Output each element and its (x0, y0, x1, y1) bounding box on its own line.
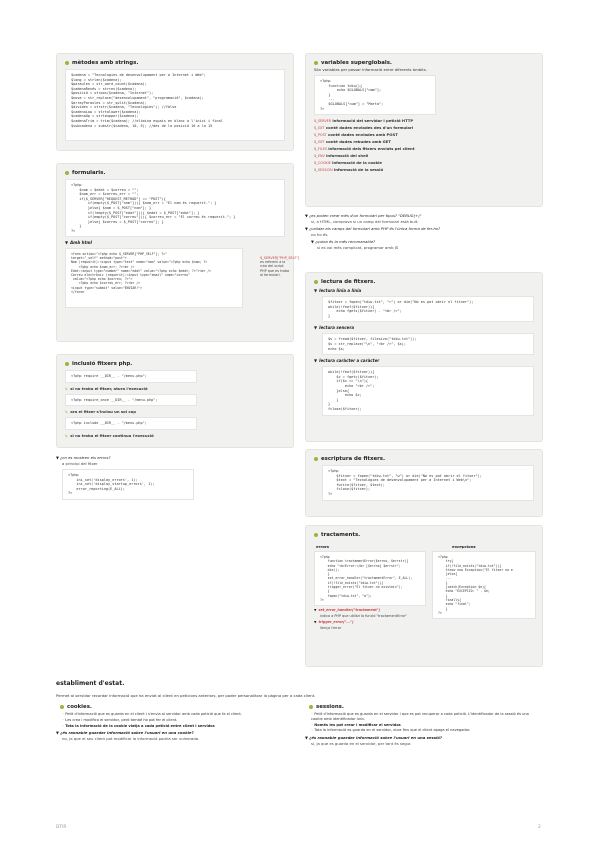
errors-card (305, 525, 543, 667)
forms-side-kw: $_SERVER["PHP_SELF"] (260, 256, 300, 260)
include-code-2: <?php require_once __DIR__ . "/menu.php"; (65, 394, 197, 407)
superglobal-row (314, 160, 534, 166)
strings-title-text: mètodes amb strings. (72, 60, 139, 66)
forms-qa (305, 211, 541, 251)
bullet-icon (60, 705, 64, 709)
superglobal-kw: $_SERVER (314, 119, 332, 124)
triangle-icon: ▼ (56, 455, 61, 460)
cookies-row-1 (62, 712, 286, 717)
bullet-icon (65, 171, 69, 175)
superglobal-kw: $_FILES (314, 147, 327, 152)
triangle-icon: ▼ (65, 240, 69, 245)
triangle-icon: ▼ (311, 239, 316, 244)
include-note-2-text: ara el fitxer s'inclou un sol cop (70, 409, 136, 415)
cookies-q-text: ¿és raonable guardar informació sobre l'usuari en una cookie? (60, 730, 194, 736)
forms-q2 (305, 226, 541, 231)
readfiles-sub-1 (314, 288, 534, 293)
forms-side-note (260, 256, 300, 278)
readfiles-sub-3 (314, 358, 534, 363)
cookies-q (56, 730, 292, 735)
cookies-block (56, 702, 292, 742)
sessions-q (305, 735, 545, 740)
errors-answer: a principi del fitxer (62, 461, 98, 466)
superglobal-kw: $_GET (314, 140, 325, 145)
include-title-text: inclusió fitxers php. (72, 361, 133, 367)
errors-note-2: llença l'error (320, 626, 342, 631)
bolt-icon: ↳ (65, 409, 69, 415)
forms-q3-text: ¿quina és la més recomanable? (315, 239, 376, 244)
errors-q-text: ¿on es mostren els errors? (60, 455, 111, 460)
cookies-row-1-text: Petit d'informació que es guarda en el client i s'envia al servidor amb cada petició que fa el client. (65, 712, 242, 716)
forms-card (56, 163, 300, 342)
cookies-row-2-text: Les crea i modifica el servidor, però també ho pot fer el client. (65, 717, 178, 722)
sessions-row-2-text: Només les pot crear i modificar el servidor. (314, 722, 402, 727)
forms-a2: no ho és. (311, 232, 329, 237)
bolt-icon: ↳ (65, 385, 69, 391)
writefiles-code: <?php $fitxer = fopen("tdiw.txt", "w") or die("No es pot obrir el fitxer"); $text = "Tecnologies de desenvolupament per a Internet i Web\n"; fwrite($fitxer, $text); fclose($fitxer); ?> (322, 465, 534, 501)
bullet-icon (309, 705, 313, 709)
errors-sub-2 (314, 620, 426, 624)
forms-q1-sub: "DEBUG(+)" (398, 213, 422, 218)
superglobal-desc: informació dels fitxers enviats pel client (328, 146, 415, 152)
sessions-a: sí, ja que es guarda en el servidor, per tant és segur. (311, 741, 412, 747)
triangle-icon: ▼ (314, 288, 318, 293)
readfiles-sub-2 (314, 325, 534, 330)
triangle-icon: ▼ (305, 735, 310, 741)
triangle-icon: ▼ (314, 620, 317, 625)
bullet-icon (314, 61, 318, 65)
bolt-icon: ◦ (311, 728, 315, 733)
superglobals-intro: Són variables per passar informació entre diferents àmbits. (314, 67, 427, 72)
superglobal-kw: $_POST (314, 133, 327, 138)
sessions-title-text: sessions. (316, 704, 344, 710)
errors-code-1: <?php function tractamentError($errno, $errstr){ echo "<b>Error:</b> [$errno] $errstr"; die(); } set_error_handler("tractamentError", E_ALL); if(!file_exists("tdiw.txt")){ trigger_error("El fitxer no existeix"); } fopen("tdiw.txt", "w"); ?> (314, 551, 426, 606)
forms-q2-text: ¿validar els camps del formulari amb PHP és l'única forma de fer-ho? (309, 226, 441, 231)
strings-card (56, 53, 294, 151)
bolt-icon: ◦ (62, 717, 66, 722)
cookies-row-3 (62, 724, 286, 729)
superglobal-desc: conté dades enviades amb POST (328, 132, 398, 138)
errors-title-text: tractaments. (321, 532, 361, 538)
strings-code: $cadena = "Tecnologies de desenvolupament per a Internet i Web"; $long = strlen($cadena); $paraules = str_word_count($cadena); $cadenaRevés = strrev($cadena); $posició = strpos($cadena, "Internet"); $nova = str_replace("desenvolupament", "programació", $cadena); $arrayParaules = str_split($cadena); $dividex = strstr($cadena, "Tecnologies"); //fàlse $cadenaLow = strtolower($cadena); $cadenaUp = strtoupper($cadena); $cadenaTrim = trim($cadena); //elimina espais en blanc a l'inici i final $subcadena = substr($cadena, 10, 5); //des de la posició 10 a la 15 (65, 69, 285, 141)
superglobal-row (314, 153, 534, 159)
triangle-icon: ▼ (314, 358, 318, 364)
superglobal-desc: conté dades rebudes amb GET (325, 139, 391, 145)
superglobal-desc: informació de la sessió (333, 167, 384, 173)
readfiles-code-2: $s = fread($fitxer, filesize("tdiw.txt")); $s = str_replace("\n", "<br />", $s); echo $s; (322, 333, 534, 355)
errors-col-2 (432, 540, 536, 621)
bolt-icon: ◦ (311, 722, 315, 727)
include-note-3 (65, 433, 285, 438)
forms-q1 (305, 213, 541, 218)
superglobals-code: <?php function tdiw(){ echo $GLOBALS["nom"]; } ... $GLOBALS["num"] = "Marta"; ?> (314, 75, 436, 115)
sessions-row-3-text: Tota la informació es guarda en el servidor, dura fins que el client apaga el navegador. (314, 728, 471, 733)
superglobals-card (305, 53, 543, 207)
estat-intro: Permet al servidor recordar informació que ha enviat al client en peticions anteriors, per poder personalitzar la pàgina per a cada client. (56, 693, 316, 698)
footer-left: DTIR (56, 825, 67, 830)
superglobal-row (314, 146, 534, 152)
triangle-icon: ▼ (56, 730, 61, 736)
footer-right: 2 (538, 825, 541, 830)
sessions-row-2 (311, 723, 539, 728)
superglobal-kw: $_GET (314, 126, 325, 131)
forms-title-text: formularis. (72, 170, 106, 176)
superglobals-title-text: variables superglobals. (321, 60, 392, 66)
superglobal-kw: $_COOKIE (314, 161, 331, 166)
readfiles-sub-2-text: lectura sencera (319, 325, 355, 331)
cookies-a: no, ja que el seu client pot modificar la informació podria ser vulnerada. (62, 736, 200, 742)
errors-col1-head: errors (316, 544, 330, 549)
bolt-icon: ◦ (311, 712, 315, 716)
readfiles-title-text: lectura de fitxers. (321, 279, 376, 285)
cookies-row-2 (62, 718, 286, 723)
sessions-row-3 (311, 728, 539, 733)
forms-side-text: es referein a la ruta del script PHP que es troba al formulari. (260, 260, 290, 278)
bolt-icon: ◦ (62, 712, 66, 716)
forms-title (65, 170, 293, 176)
forms-sub (65, 240, 285, 245)
superglobal-desc: informació de la cookie (332, 160, 382, 166)
strings-title (65, 60, 293, 66)
superglobal-desc: informació del servidor i petició HTTP (332, 118, 414, 124)
forms-html-code: <form action="<?php echo $_SERVER["PHP_SELF"]; ?>" target="_self" method="post"> Nom (requerit):<input type="text" name="nom" value="<?php echo $nom; ?> <?php echo $nom_err; ?><br /> Edat:<input type="number" name="edat" value="<?php echo $edat; ?>"><br /> Correu electrònic (requerit):<input type="email" name="correu" value="<?php echo $correu; ?>"> <?php echo $correu_err; ?><br /> <input type="submit" value="ENVIAR!"> </form> (65, 248, 243, 308)
superglobals-title (314, 60, 542, 66)
superglobal-row (314, 118, 534, 124)
forms-sub-text: Amb html (70, 240, 92, 245)
bolt-icon: ◦ (62, 723, 66, 728)
forms-q1-text: ¿es poden crear més d'un formulari per tipus? (309, 213, 397, 218)
superglobal-row (314, 125, 534, 131)
cookies-title (60, 704, 292, 710)
include-code-1: <?php require __DIR__ . "/menu.php"; (65, 370, 197, 383)
forms-a1: sí, a HTML, comprova si un camp del formulari està buit. (311, 219, 419, 224)
writefiles-card (305, 449, 543, 517)
readfiles-code-1: $fitxer = fopen("tdiw.txt", "r") or die("No es pot obrir el fitxer"); while(!feof($fitxer)){ echo fgets($fitxer) . "<br />"; } (322, 296, 534, 322)
include-title (65, 361, 293, 367)
sessions-title (309, 704, 545, 710)
triangle-icon: ▼ (305, 213, 310, 218)
superglobals-rows (306, 118, 542, 173)
include-note-2 (65, 409, 285, 414)
errors-question (56, 453, 292, 503)
include-code-3: <?php include __DIR__ . "/menu.php"; (65, 417, 197, 430)
readfiles-title (314, 279, 542, 285)
bullet-icon (314, 280, 318, 284)
sessions-row-1-text: Petit d'informació que es guarda en el servidor i que es pot recuperar a cada petició. L'identificador de la sessió és una cookie amb identificador únic. (311, 712, 529, 721)
sessions-block (305, 702, 545, 747)
cookies-title-text: cookies. (67, 704, 92, 710)
include-card (56, 354, 294, 448)
superglobal-row (314, 132, 534, 138)
bullet-icon (65, 61, 69, 65)
include-note-3-text: si no troba el fitxer continua l'execució (70, 432, 154, 438)
readfiles-code-3: while(!feof($fitxer)){ $c = fgetc($fitxer); if($c == "\n"){ echo "<br />"; }else{ echo $c; } } fclose($fitxer); (322, 366, 534, 415)
include-note-1 (65, 386, 285, 391)
include-note-1-text: si no troba el fitxer, atura l'execució (70, 385, 148, 391)
bullet-icon (314, 533, 318, 537)
readfiles-sub-1-text: lectura línia a línia (319, 288, 362, 293)
errors-note-1: indica a PHP que utilitzi la funció "tractamentError" (320, 614, 407, 619)
readfiles-sub-3-text: lectura caràcter a caràcter (319, 358, 380, 364)
superglobal-kw: $_ENV (314, 154, 325, 159)
triangle-icon: ▼ (314, 608, 317, 613)
superglobal-desc: conté dades enviades des d'un formulari (325, 125, 414, 131)
cookies-row-3-text: Tota la informació de la cookie viatja a cada petició entre client i servidor. (65, 723, 216, 728)
errors-col-1 (314, 540, 426, 631)
triangle-icon: ▼ (305, 226, 310, 231)
superglobal-row (314, 139, 534, 145)
bolt-icon: ↳ (65, 432, 69, 438)
errors-sub-1 (314, 608, 426, 612)
triangle-icon: ▼ (314, 325, 318, 331)
forms-code: <?php $nom = $edat = $correu = ""; $nom_err = $correu_err = ""; if($_SERVER["REQUEST_METHOD"] == "POST"){ if(empty($_POST["nom"])){ $nom_err = "El nom és requerit."; } }else{ $nom = $_POST["nom"]; } if(!empty($_POST["edat"])){ $edat = $_POST["edat"]; } if(empty($_POST["correu"])){ $correu_err = "El correu és requerit."; } }else{ $correu = $_POST["correu"]; } } ?> (65, 179, 285, 237)
errors-title (314, 532, 542, 538)
sessions-q-text: ¿és raonable guardar informació sobre l'usuari en una sessió? (309, 735, 443, 741)
errors-question-text (56, 455, 292, 460)
errors-code-2: <?php try{ if(!file_exists("tdiw.txt")){ throw new Exception("El fitxer no e }else{ ... } }catch(Exception $e){ echo "EXCEPCIÓ: " . $e; } finally{ echo "final"; } ?> (432, 551, 536, 619)
estat-title: establiment d'estat. (56, 680, 125, 687)
bullet-icon (65, 362, 69, 366)
readfiles-card (305, 272, 543, 442)
writefiles-title-text: escriptura de fitxers. (321, 456, 386, 462)
writefiles-title (314, 456, 542, 462)
superglobal-desc: informació del shell (326, 153, 369, 159)
errors-code: <?php ini_set('display_errors', 1); ini_set('display_startup_errors', 1); error_reporting(E_ALL); ?> (62, 469, 194, 500)
forms-a3: si es vol més complicat, programar amb JS (317, 245, 399, 250)
sessions-row-1 (311, 712, 539, 722)
forms-q3 (311, 239, 541, 244)
errors-sub-1-text: set_error_handler("tractament") (318, 608, 381, 613)
superglobal-row (314, 167, 534, 173)
errors-col2-head: excepcions (452, 544, 476, 549)
errors-sub-2-text: trigger_error("...") (318, 620, 354, 625)
superglobal-kw: $_SESSION (314, 168, 333, 173)
bullet-icon (314, 457, 318, 461)
